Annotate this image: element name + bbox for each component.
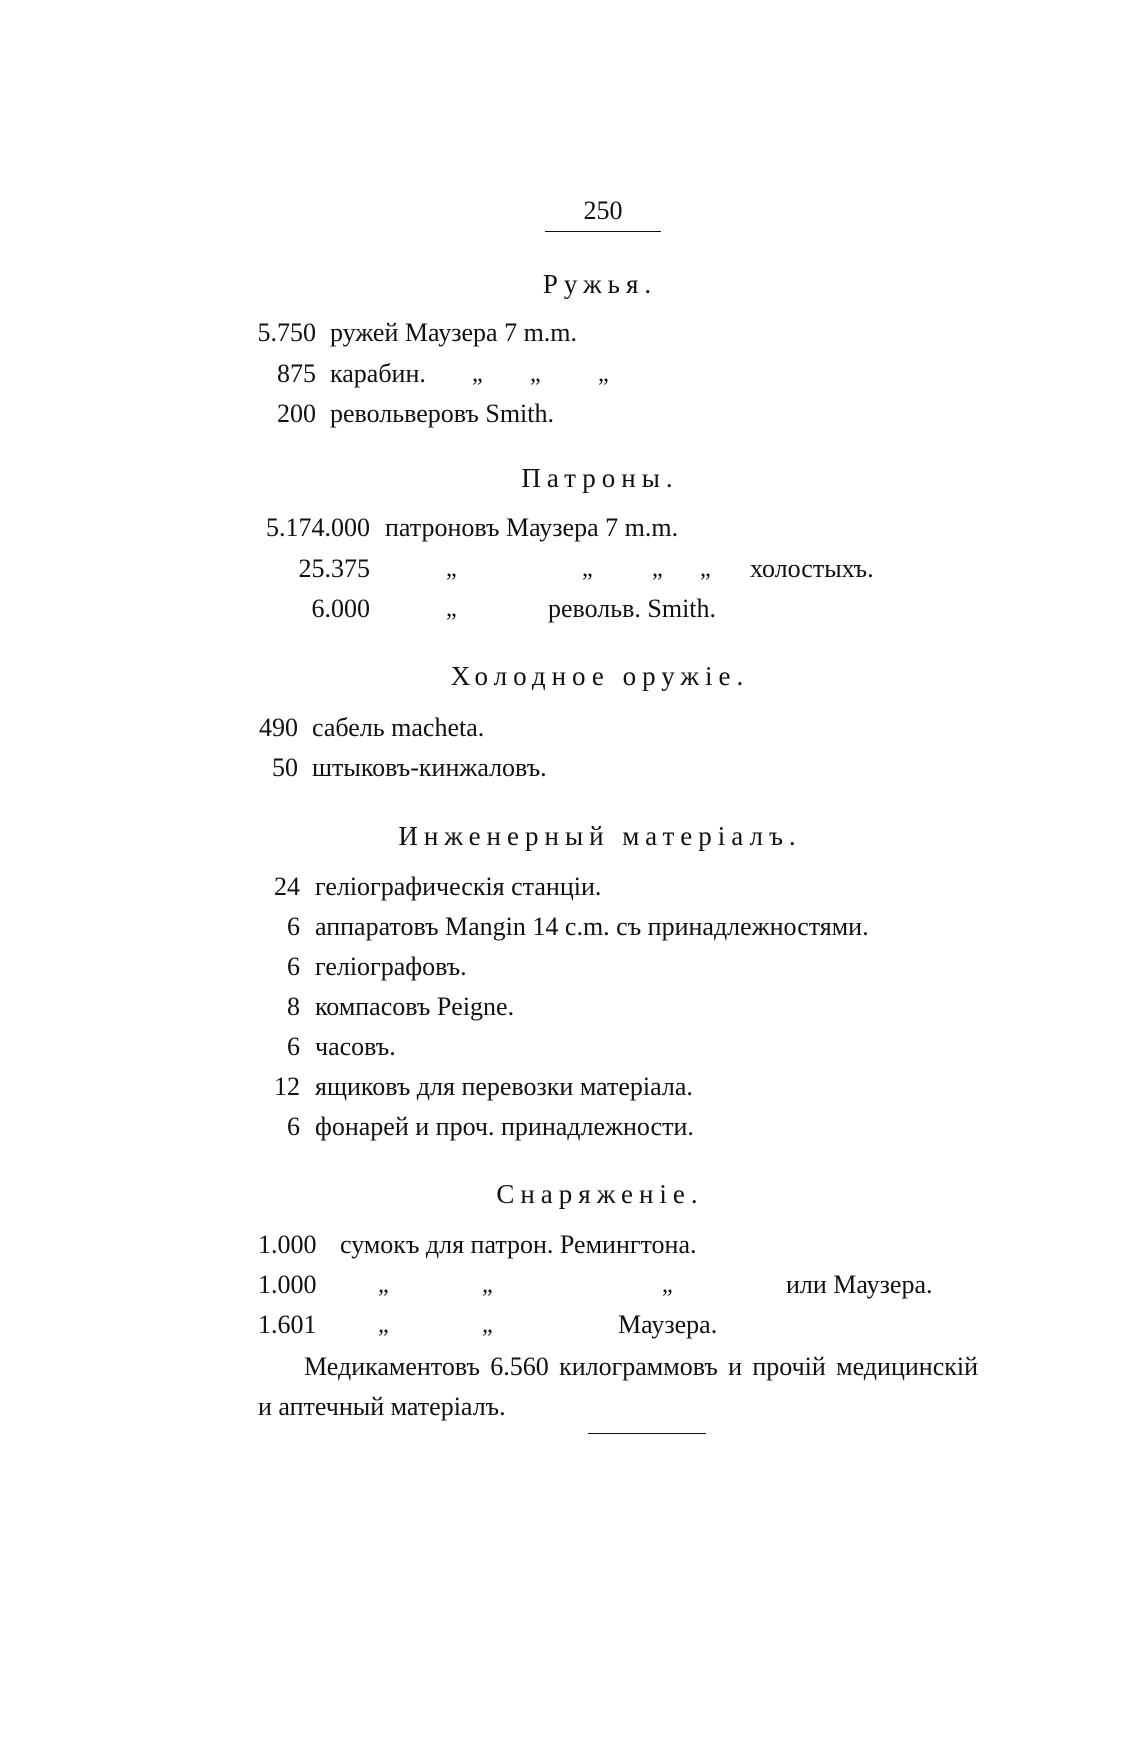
item-text: аппаратовъ Mangin 14 c.m. съ принадлежностями.	[315, 912, 869, 941]
ditto-mark: „	[378, 1272, 389, 1298]
item-qty: 6	[287, 1112, 300, 1141]
item-text: сабель macheta.	[312, 713, 485, 742]
item-qty: 1.000	[258, 1230, 317, 1259]
item-qty: 25.375	[298, 554, 370, 583]
ditto-mark: „	[482, 1272, 493, 1298]
item-text: часовъ.	[315, 1032, 396, 1061]
section-title-equipment: Снаряженіе.	[496, 1179, 704, 1209]
item-qty: 875	[277, 359, 316, 388]
section-title-cold-arms: Холодное оружіе.	[450, 661, 750, 691]
section-title-engineering: Инженерный матеріалъ.	[398, 821, 802, 851]
ditto-mark: „	[662, 1272, 673, 1298]
item-qty: 8	[287, 992, 300, 1021]
ditto-mark: „	[472, 361, 483, 387]
item-text: револьверовъ Smith.	[330, 399, 554, 428]
item-qty: 6	[287, 952, 300, 981]
item-text: или Маузера.	[786, 1270, 933, 1299]
item-text: ружей Маузера 7 m.m.	[330, 318, 578, 347]
item-qty: 1.000	[258, 1270, 317, 1299]
item-text: ящиковъ для перевозки матеріала.	[315, 1072, 693, 1101]
ditto-mark: „	[530, 361, 541, 387]
medicaments-paragraph: Медикаментовъ 6.560 килограммовъ и прочій медицинскій и аптечный матеріалъ.	[258, 1352, 978, 1421]
item-qty: 6	[287, 1032, 300, 1061]
ditto-mark: „	[446, 596, 457, 622]
ditto-mark: „	[378, 1312, 389, 1338]
item-qty: 12	[274, 1072, 300, 1101]
item-text: компасовъ Peigne.	[315, 992, 515, 1021]
item-text: револьв. Smith.	[548, 594, 717, 623]
item-qty: 200	[277, 399, 316, 428]
page-number-rule	[545, 231, 661, 232]
item-text: карабин.	[330, 359, 426, 388]
ditto-mark: „	[598, 361, 609, 387]
item-text: сумокъ для патрон. Ремингтона.	[340, 1230, 697, 1259]
end-rule	[588, 1433, 706, 1434]
ditto-mark: „	[446, 556, 457, 582]
item-qty: 5.174.000	[266, 513, 370, 542]
item-text: геліографовъ.	[315, 952, 467, 981]
section-title-cartridges: Патроны.	[521, 463, 679, 493]
item-text: патроновъ Маузера 7 m.m.	[385, 513, 679, 542]
ditto-mark: „	[582, 556, 593, 582]
item-qty: 5.750	[257, 318, 316, 347]
item-qty: 490	[259, 713, 298, 742]
ditto-mark: „	[482, 1312, 493, 1338]
item-qty: 24	[274, 872, 300, 901]
section-title-rifles: Ружья.	[542, 269, 658, 299]
page-number: 250	[583, 196, 623, 225]
item-text: штыковъ-кинжаловъ.	[312, 753, 547, 782]
ditto-mark: „	[700, 556, 711, 582]
ditto-mark: „	[652, 556, 663, 582]
item-text: холостыхъ.	[750, 554, 874, 583]
item-qty: 50	[272, 753, 298, 782]
item-text: фонарей и проч. принадлежности.	[315, 1112, 694, 1141]
item-text: Маузера.	[618, 1310, 718, 1339]
item-text: геліографическія станціи.	[315, 872, 602, 901]
item-qty: 1.601	[258, 1310, 317, 1339]
item-qty: 6.000	[311, 594, 370, 623]
item-qty: 6	[287, 912, 300, 941]
